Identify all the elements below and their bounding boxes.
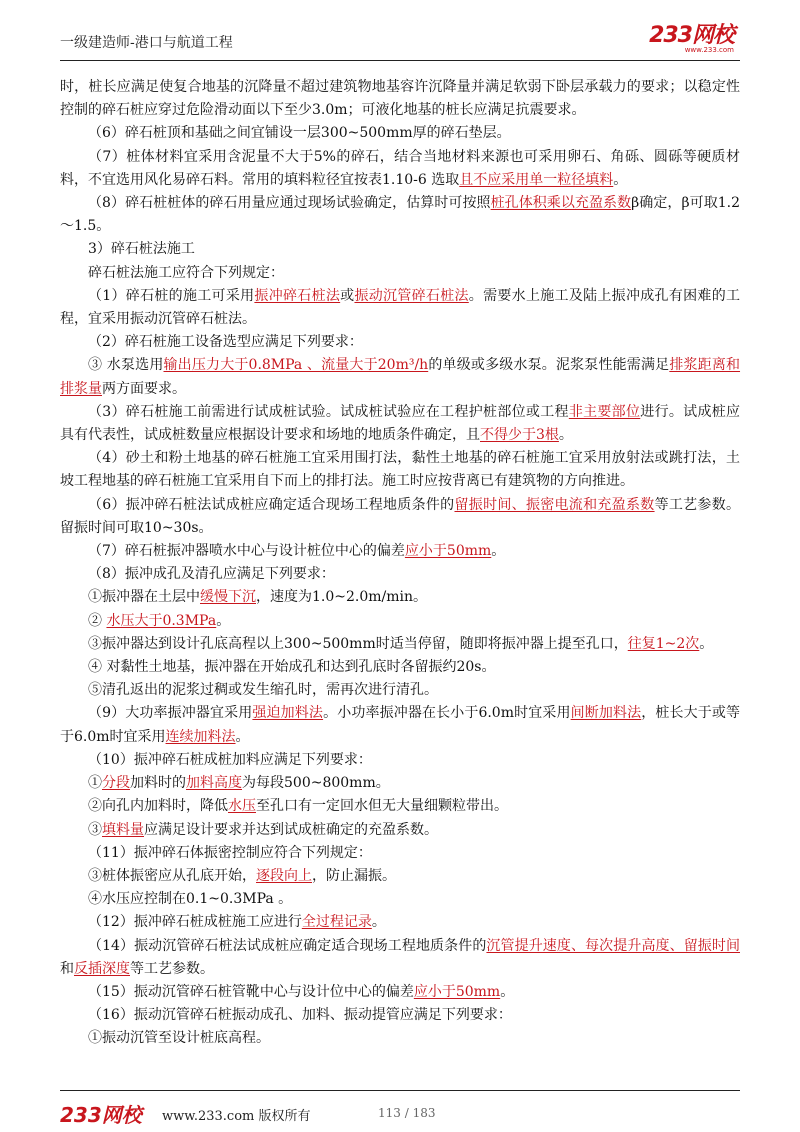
paragraph-text: ①振冲器在土层中: [88, 589, 200, 606]
paragraph-text: ①振动沉管至设计桩底高程。: [88, 1030, 270, 1047]
highlighted-text: 沉管提升速度、每次提升高度、留振时间: [486, 937, 740, 954]
paragraph: [60, 238, 740, 261]
paragraph-text: 。小功率振冲器在长小于6.0m时宜采用: [323, 705, 571, 722]
highlighted-text: 缓慢下沉: [200, 589, 256, 606]
paragraph-text: ⑤清孔返出的泥浆过稠或发生缩孔时，需再次进行清孔。: [88, 682, 438, 699]
paragraph-text: 。: [558, 427, 573, 444]
paragraph-text: ，防止漏振。: [312, 867, 396, 884]
paragraph-text: （8）碎石桩桩体的碎石用量应通过现场试验确定，估算时可按照: [88, 195, 491, 212]
paragraph-text: （1）碎石桩的施工可采用: [88, 287, 255, 304]
paragraph: [60, 888, 740, 911]
paragraph-text: （14）振动沉管碎石桩法试成桩应确定适合现场工程地质条件的: [88, 937, 487, 954]
paragraph-text: ③桩体振密应从孔底开始，: [88, 867, 256, 884]
paragraph-text: β确定，β可取1.2～1.5。: [60, 195, 741, 235]
highlighted-text: 往复1~2次: [627, 635, 700, 652]
paragraph: [60, 285, 740, 331]
paragraph-text: 碎石桩法施工应符合下列规定：: [88, 264, 284, 281]
footer-copyright: www.233.com 版权所有: [162, 1109, 311, 1124]
paragraph-text: （8）振冲成孔及清孔应满足下列要求：: [88, 566, 335, 583]
highlighted-text: 应小于50mm: [404, 543, 492, 560]
highlighted-text: 加料高度: [186, 775, 242, 792]
highlighted-text: 留振时间、振密电流和充盈系数: [454, 496, 655, 513]
paragraph: [60, 865, 740, 888]
highlighted-text: 填料量: [102, 821, 144, 838]
paragraph-text: 。: [371, 914, 386, 931]
paragraph-text: 。: [235, 728, 250, 745]
logo-url: www.233.com: [684, 46, 734, 54]
paragraph-text: ，速度为1.0~2.0m/min。: [256, 589, 428, 606]
logo-text: 233网校: [649, 23, 734, 48]
paragraph: [60, 702, 740, 748]
highlighted-text: 排浆距离和排浆量: [60, 357, 741, 397]
paragraph: [60, 146, 740, 192]
highlighted-text: 逐段向上: [256, 867, 312, 884]
paragraph: [60, 401, 740, 447]
paragraph-text: 和: [60, 960, 74, 977]
paragraph: [60, 192, 740, 238]
paragraph-text: ③ 水泵选用: [88, 357, 164, 374]
highlighted-text: 水压: [228, 798, 256, 815]
paragraph-text: 。需要水上施工及陆上振冲成孔有困难的工程，宜采用振动沉管碎石桩法。: [60, 287, 741, 328]
highlighted-text: 连续加料法: [165, 728, 236, 745]
highlighted-text: 振冲碎石桩法: [254, 287, 341, 304]
paragraph-text: （7）碎石桩振冲器喷水中心与设计桩位中心的偏差: [88, 543, 405, 560]
paragraph: [60, 935, 740, 981]
paragraph-text: （6）振冲碎石桩法试成桩应确定适合现场工程地质条件的: [88, 496, 455, 513]
paragraph: [60, 540, 740, 563]
paragraph-text: 的单级或多级水泵。泥浆泵性能需满足: [428, 357, 670, 374]
highlighted-text: 全过程记录: [301, 914, 372, 931]
paragraph-text: （9）大功率振冲器宜采用: [88, 705, 253, 722]
paragraph-text: 等工艺参数。: [130, 960, 214, 977]
highlighted-text: 应小于50mm: [413, 983, 501, 1000]
paragraph: [60, 76, 740, 122]
highlighted-text: 桩孔体积乘以充盈系数: [490, 195, 632, 212]
paragraph: [60, 795, 740, 818]
paragraph: [60, 911, 740, 934]
paragraph-text: 时，桩长应满足使复合地基的沉降量不超过建筑物地基容许沉降量并满足软弱下卧层承载力的要求；以稳定性控制的碎石桩应穿过危险滑动面以下至少3.0m；可液化地基的桩长应满足抗震要求。: [60, 79, 740, 119]
page-number: 113 / 183: [378, 1106, 436, 1120]
paragraph-text: ②: [88, 612, 107, 629]
highlighted-text: 反插深度: [74, 960, 130, 977]
paragraph-text: ，桩长大于或等于6.0m时宜采用: [60, 705, 741, 745]
paragraph-text: （15）振动沉管碎石桩管靴中心与设计位中心的偏差: [88, 983, 414, 1000]
paragraph-text: 至孔口有一定回水但无大量细颗粒带出。: [256, 798, 508, 815]
paragraph-text: （16）振动沉管碎石桩振动成孔、加料、振动提管应满足下列要求：: [88, 1007, 512, 1024]
highlighted-text: 强迫加料法: [252, 705, 324, 722]
paragraph-text: 。: [491, 543, 506, 560]
paragraph: [60, 679, 740, 702]
header-divider: [60, 60, 740, 61]
paragraph: [60, 772, 740, 795]
paragraph: [60, 842, 740, 865]
highlighted-text: 不得少于3根: [480, 427, 559, 444]
page-header: [60, 18, 740, 58]
paragraph-text: （4）砂土和粉土地基的碎石桩施工宜采用围打法，黏性土地基的碎石桩施工宜采用放射法或跳打法，土坡工程地基的碎石桩施工宜采用自下而上的排打法。施工时应按背离已有建筑物的方向推进。: [60, 450, 740, 490]
paragraph-text: 。: [613, 171, 628, 188]
paragraph-text: （6）碎石桩顶和基础之间宜铺设一层300~500mm厚的碎石垫层。: [88, 125, 511, 142]
paragraph-text: 。: [699, 635, 714, 652]
highlighted-text: 水压大于0.3MPa: [106, 612, 217, 629]
footer-divider: [60, 1090, 740, 1091]
paragraph-text: ③: [88, 821, 102, 838]
paragraph-text: ①: [88, 775, 102, 792]
paragraph: [60, 494, 740, 540]
paragraph-text: 加料时的: [130, 775, 186, 792]
document-body: [60, 76, 740, 1051]
paragraph-text: ③振冲器达到设计孔底高程以上300~500mm时适当停留，随即将振冲器上提至孔口，: [88, 635, 628, 652]
paragraph-text: 进行。试成桩应具有代表性，试成桩数量应根据设计要求和场地的地质条件确定，且: [60, 403, 741, 444]
paragraph-text: ④水压应控制在0.1~0.3MPa 。: [88, 891, 293, 908]
paragraph: [60, 610, 740, 633]
highlighted-text: 间断加料法: [570, 705, 642, 722]
highlighted-text: 振动沉管碎石桩法: [354, 287, 469, 304]
paragraph-text: 等工艺参数。留振时间可取10~30s。: [60, 496, 741, 536]
document-title: 一级建造师-港口与航道工程: [60, 35, 233, 51]
paragraph-text: ②向孔内加料时，降低: [88, 798, 228, 815]
paragraph: [60, 122, 740, 145]
paragraph: [60, 563, 740, 586]
paragraph-text: （11）振冲碎石体振密控制应符合下列规定：: [88, 844, 372, 861]
highlighted-text: 分段: [102, 775, 130, 792]
paragraph-text: ④ 对黏性土地基，振冲器在开始成孔和达到孔底时各留振约20s。: [88, 659, 496, 676]
paragraph-text: 为每段500~800mm。: [242, 775, 390, 792]
paragraph: [60, 749, 740, 772]
paragraph-text: 。: [216, 612, 231, 629]
page-footer: [60, 1095, 740, 1125]
paragraph: [60, 586, 740, 609]
paragraph-text: 。: [500, 983, 515, 1000]
paragraph-text: 或: [340, 287, 355, 304]
paragraph: [60, 354, 740, 400]
paragraph-text: 应满足设计要求并达到试成桩确定的充盈系数。: [144, 821, 438, 838]
paragraph-text: （12）振冲碎石桩成桩施工应进行: [88, 914, 302, 931]
highlighted-text: 且不应采用单一粒径填料: [459, 171, 614, 188]
brand-logo: [649, 18, 734, 54]
paragraph-text: 两方面要求。: [102, 380, 186, 397]
highlighted-text: 非主要部位: [568, 403, 641, 420]
paragraph: [60, 633, 740, 656]
paragraph: [60, 1027, 740, 1050]
paragraph: [60, 447, 740, 493]
paragraph: [60, 1004, 740, 1027]
paragraph: [60, 656, 740, 679]
paragraph: [60, 331, 740, 354]
paragraph-text: （10）振冲碎石桩成桩加料应满足下列要求：: [88, 751, 372, 768]
paragraph: [60, 262, 740, 285]
footer-logo: 233网校: [60, 1103, 142, 1127]
paragraph-text: 3）碎石桩法施工: [88, 241, 195, 258]
highlighted-text: 输出压力大于0.8MPa 、流量大于20m³/h: [163, 357, 429, 374]
paragraph-text: （7）桩体材料宜采用含泥量不大于5%的碎石，结合当地材料来源也可采用卵石、角砾、圆砾等硬质材料，不宜选用风化易碎石料。常用的填料粒径宜按表1.10-6 选取: [60, 148, 740, 188]
paragraph-text: （2）碎石桩施工设备选型应满足下列要求：: [88, 334, 363, 351]
paragraph: [60, 981, 740, 1004]
paragraph-text: （3）碎石桩施工前需进行试成桩试验。试成桩试验应在工程护桩部位或工程: [88, 403, 569, 420]
paragraph: [60, 819, 740, 842]
